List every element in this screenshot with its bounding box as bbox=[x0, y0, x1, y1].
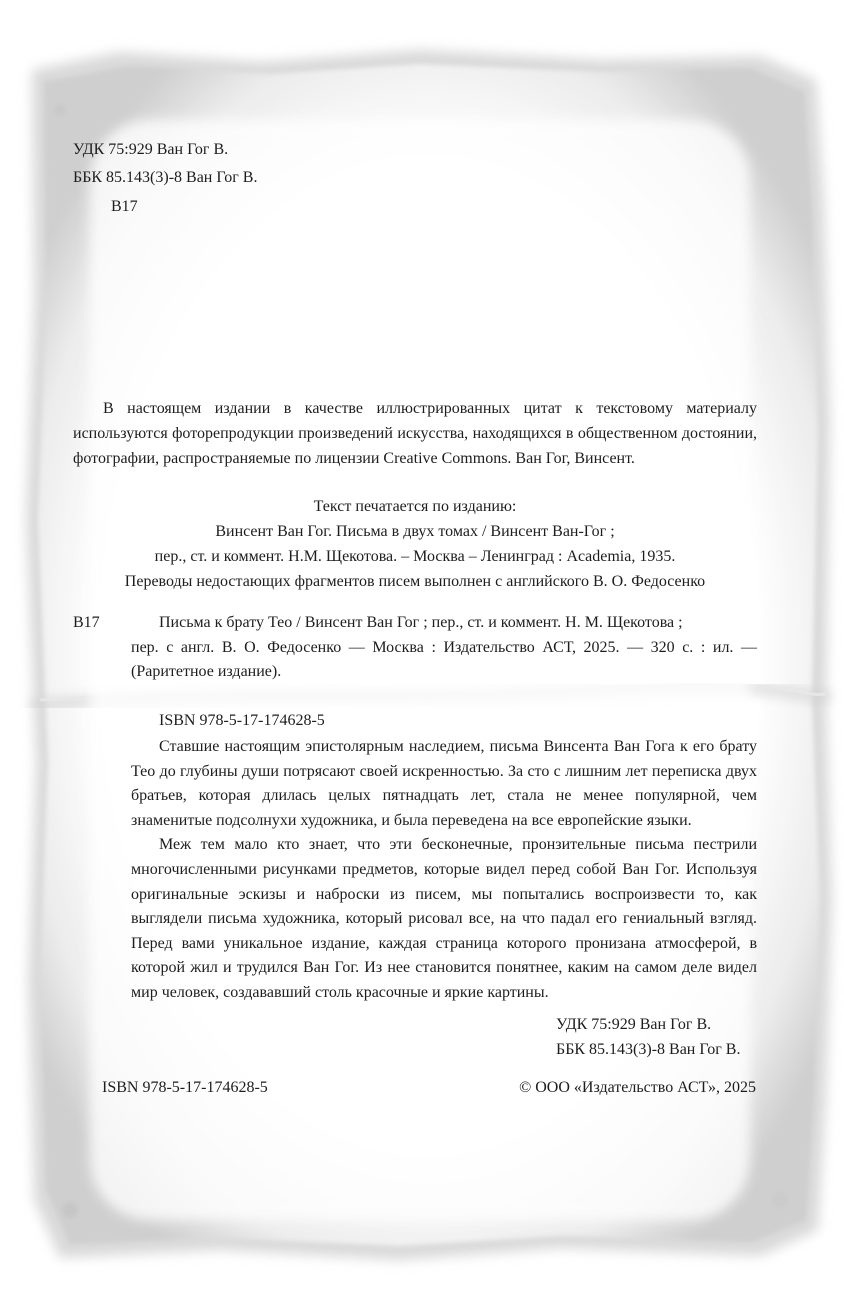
catalog-entry-title: Письма к брату Тео / Винсент Ван Гог ; пер., ст. и коммент. Н. М. Щекотова ; bbox=[159, 614, 683, 631]
source-edition bbox=[73, 494, 757, 594]
source-edition-line: Винсент Ван Гог. Письма в двух томах / Винсент Ван-Гог ; bbox=[215, 523, 615, 540]
abstract-paragraph: Ставшие настоящим эпистолярным наследием, письма Винсента Ван Гога к его брату Тео до глубины души потрясают своей искренностью. За сто с лишним лет переписка двух братьев, которая длилась целых пятнадцать лет, стала не менее популярной, чем знаменитые подсолнухи художника, и была переведена на все европейские языки. bbox=[131, 738, 757, 829]
catalog-entry-line: пер. с англ. В. О. Федосенко — Москва : Издательство АСТ, 2025. — 320 с. : ил. — bbox=[131, 638, 757, 656]
source-edition-line: Переводы недостающих фрагментов писем выполнен с английского В. О. Федосенко bbox=[124, 573, 706, 590]
catalog-entry-continued bbox=[131, 636, 757, 685]
bbk-classification: ББК 85.143(3)-8 Ван Гог В. bbox=[73, 169, 258, 186]
source-edition-line: Текст печатается по изданию: bbox=[313, 498, 517, 515]
illustrations-notice bbox=[73, 396, 757, 471]
illustrations-notice-text: В настоящем издании в качестве иллюстрированных цитат к текстовому материалу используются фоторепродукции произведений искусства, находящихся в общественном достоянии, фотографии, распространяемые по лицензии Creative Commons. Ван Гог, Винсент. bbox=[73, 400, 757, 467]
udk-classification: УДК 75:929 Ван Гог В. bbox=[73, 141, 229, 158]
source-edition-line: пер., ст. и коммент. Н.М. Щекотова. – Москва – Ленинград : Academia, 1935. bbox=[154, 548, 676, 565]
catalog-entry-line: (Раритетное издание). bbox=[131, 663, 282, 680]
copyright-notice: © ООО «Издательство АСТ», 2025 bbox=[519, 1079, 756, 1096]
catalog-code: В17 bbox=[73, 614, 100, 631]
catalog-isbn: ISBN 978-5-17-174628-5 bbox=[159, 712, 325, 729]
udk-classification-footer: УДК 75:929 Ван Гог В. bbox=[556, 1016, 712, 1033]
abstract-paragraph: Меж тем мало кто знает, что эти бесконечные, пронзительные письма пестрили многочисленными рисунками предметов, которые видел перед собой Ван Гог. Используя оригинальные эскизы и наброски из писем, мы попытались воспроизвести то, как выглядели письма художника, который рисовал все, на что падал его гениальный взгляд. Перед вами уникальное издание, каждая страница которого пронизана атмосферой, в которой жил и трудился Ван Гог. Из нее становится понятнее, каким на самом деле видел мир человек, создававший столь красочные и яркие картины. bbox=[131, 836, 757, 1001]
bbk-classification-footer: ББК 85.143(3)-8 Ван Гог В. bbox=[556, 1041, 741, 1058]
author-code: В17 bbox=[111, 198, 138, 215]
book-abstract bbox=[131, 735, 757, 1006]
isbn-footer: ISBN 978-5-17-174628-5 bbox=[102, 1079, 268, 1096]
